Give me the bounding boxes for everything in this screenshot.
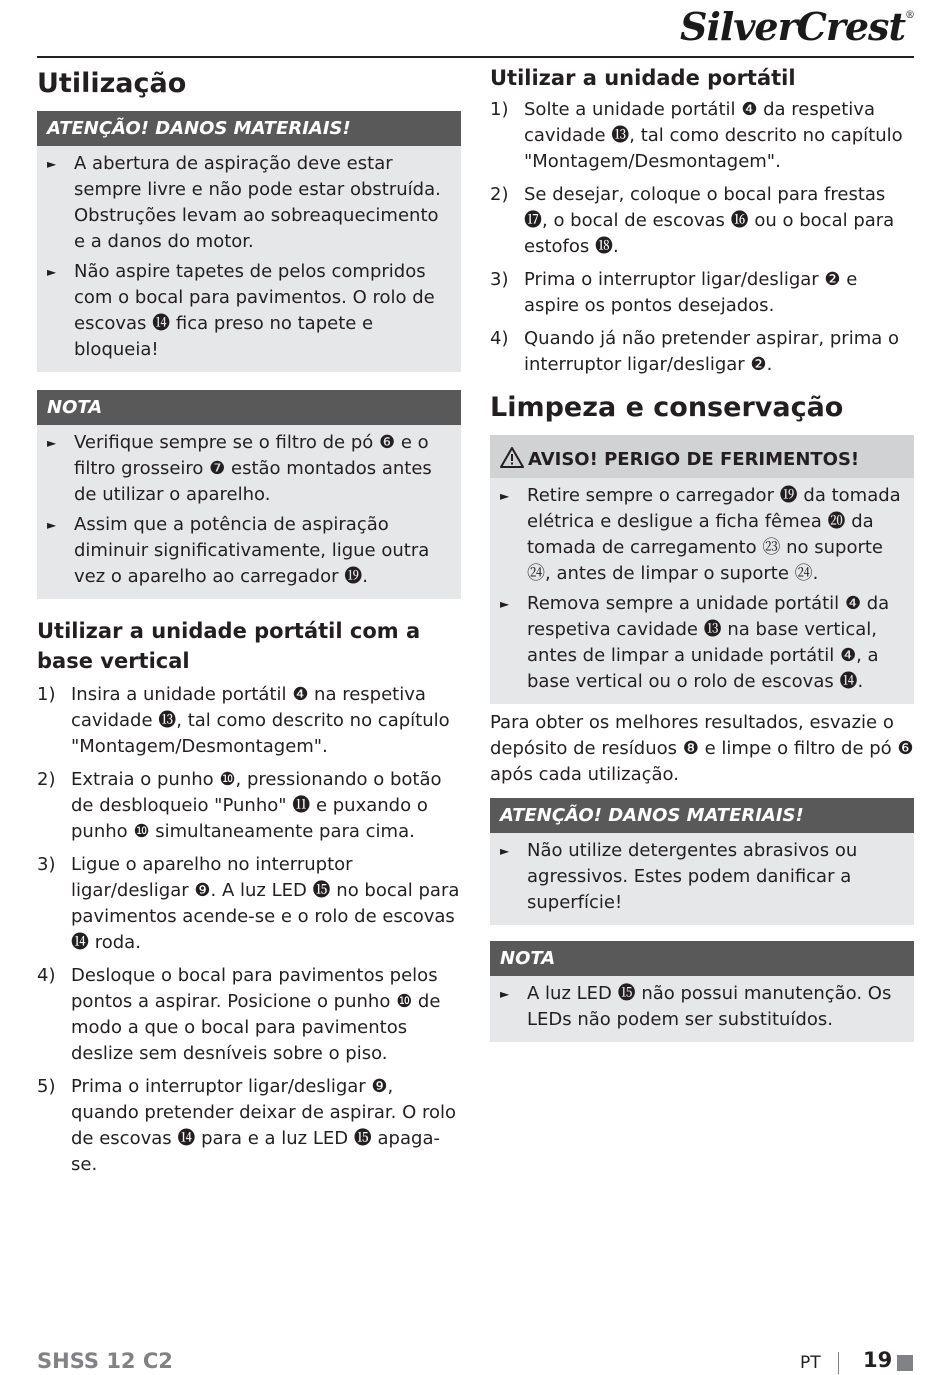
subsection-heading-unidade-portatil: Utilizar a unidade portátil (490, 66, 796, 90)
step-text: Desloque o bocal para pavimentos pelos pontos a aspirar. Posicione o punho ❿ de modo a que o bocal para pavimentos deslize sem desníveis sobre o piso. (71, 965, 441, 1065)
step-text: Insira a unidade portátil ❹ na respetiva cavidade ⓭, tal como descrito no capítulo "Montagem/Desmontagem". (71, 684, 450, 758)
step-item (37, 963, 461, 1067)
notice-box-material-damage (37, 111, 461, 372)
section-title-limpeza: Limpeza e conservação (490, 392, 844, 424)
step-item (37, 767, 461, 845)
footer-model: SHSS 12 C2 (37, 1349, 173, 1373)
notice-bullet: ► A abertura de aspiração deve estar sempre livre e não pode estar obstruída. Obstruções levam ao sobreaquecimento e a danos do motor. (47, 151, 453, 255)
notice-heading: ATENÇÃO! DANOS MATERIAIS! (37, 111, 461, 146)
note-bullet: ► Assim que a potência de aspiração diminuir significativamente, ligue outra vez o aparelho ao carregador ⓳. (47, 512, 453, 590)
subsection-heading-base-vertical: Utilizar a unidade portátil com a base vertical (37, 619, 421, 673)
step-item (490, 326, 914, 378)
step-text: Ligue o aparelho no interruptor ligar/desligar ❾. A luz LED ⓯ no bocal para pavimentos acende-se e o rolo de escovas ⓮ roda. (71, 854, 460, 954)
step-number: 4) (37, 965, 56, 987)
note-box (37, 390, 461, 599)
step-number: 1) (37, 684, 56, 706)
step-item (490, 182, 914, 260)
notice-heading: ATENÇÃO! DANOS MATERIAIS! (490, 798, 914, 833)
warning-bullet: ► Remova sempre a unidade portátil ❹ da respetiva cavidade ⓭ na base vertical, antes de limpar a unidade portátil ❹, a base vertical ou o rolo de escovas ⓮. (500, 591, 906, 695)
notice-box-material-damage (490, 798, 914, 925)
note-box (490, 941, 914, 1042)
brand-logo: SilverCrest® (680, 4, 914, 49)
section-title-utilizacao: Utilização (37, 68, 187, 99)
step-text: Quando já não pretender aspirar, prima o interruptor ligar/desligar ❷. (524, 328, 900, 376)
right-column (490, 64, 914, 1060)
step-text: Extraia o punho ❿, pressionando o botão de desbloqueio "Punho" ⓫ e puxando o punho ❿ simultaneamente para cima. (71, 769, 442, 843)
step-text: Solte a unidade portátil ❹ da respetiva cavidade ⓭, tal como descrito no capítulo "Montagem/Desmontagem". (524, 99, 903, 173)
step-text: Prima o interruptor ligar/desligar ❾, quando pretender deixar de aspirar. O rolo de escovas ⓮ para e a luz LED ⓯ apaga-se. (71, 1076, 457, 1176)
warning-triangle-icon (500, 438, 524, 488)
note-heading: NOTA (37, 390, 461, 425)
note-bullet: ► Verifique sempre se o filtro de pó ❻ e o filtro grosseiro ❼ estão montados antes de utilizar o aparelho. (47, 430, 453, 508)
step-item (37, 682, 461, 760)
warning-heading (490, 435, 914, 478)
step-number: 2) (490, 184, 509, 206)
warning-bullet: ► Retire sempre o carregador ⓳ da tomada elétrica e desligue a ficha fêmea ⓴ da tomada de carregamento ㉓ no suporte ㉔, antes de limpar o suporte ㉔. (500, 483, 906, 587)
left-column (37, 64, 461, 1185)
step-number: 4) (490, 328, 509, 350)
cleaning-paragraph: Para obter os melhores resultados, esvazie o depósito de resíduos ❽ e limpe o filtro de pó ❻ após cada utilização. (490, 711, 914, 785)
step-item (490, 97, 914, 175)
footer-square-mark (897, 1355, 913, 1371)
step-item (37, 1074, 461, 1178)
note-heading: NOTA (490, 941, 914, 976)
notice-bullet: ► Não aspire tapetes de pelos compridos com o bocal para pavimentos. O rolo de escovas ⓮ fica preso no tapete e bloqueia! (47, 259, 453, 363)
step-text: Prima o interruptor ligar/desligar ❷ e aspire os pontos desejados. (524, 269, 858, 317)
step-number: 3) (490, 269, 509, 291)
footer-divider (838, 1352, 839, 1374)
warning-heading-text: AVISO! PERIGO DE FERIMENTOS! (528, 448, 860, 470)
step-item (37, 852, 461, 956)
warning-box-injury (490, 435, 914, 704)
step-item (490, 267, 914, 319)
note-bullet: ► A luz LED ⓯ não possui manutenção. Os LEDs não podem ser substituídos. (500, 981, 906, 1033)
step-text: Se desejar, coloque o bocal para frestas ⓱, o bocal de escovas ⓰ ou o bocal para estofos ⓲. (524, 184, 895, 258)
page-number: 19 (863, 1348, 893, 1372)
step-number: 3) (37, 854, 56, 876)
step-number: 5) (37, 1076, 56, 1098)
step-number: 1) (490, 99, 509, 121)
footer-language: PT (800, 1353, 821, 1373)
notice-bullet: ► Não utilize detergentes abrasivos ou agressivos. Estes podem danificar a superfície! (500, 838, 906, 916)
header-rule (37, 56, 914, 58)
step-number: 2) (37, 769, 56, 791)
